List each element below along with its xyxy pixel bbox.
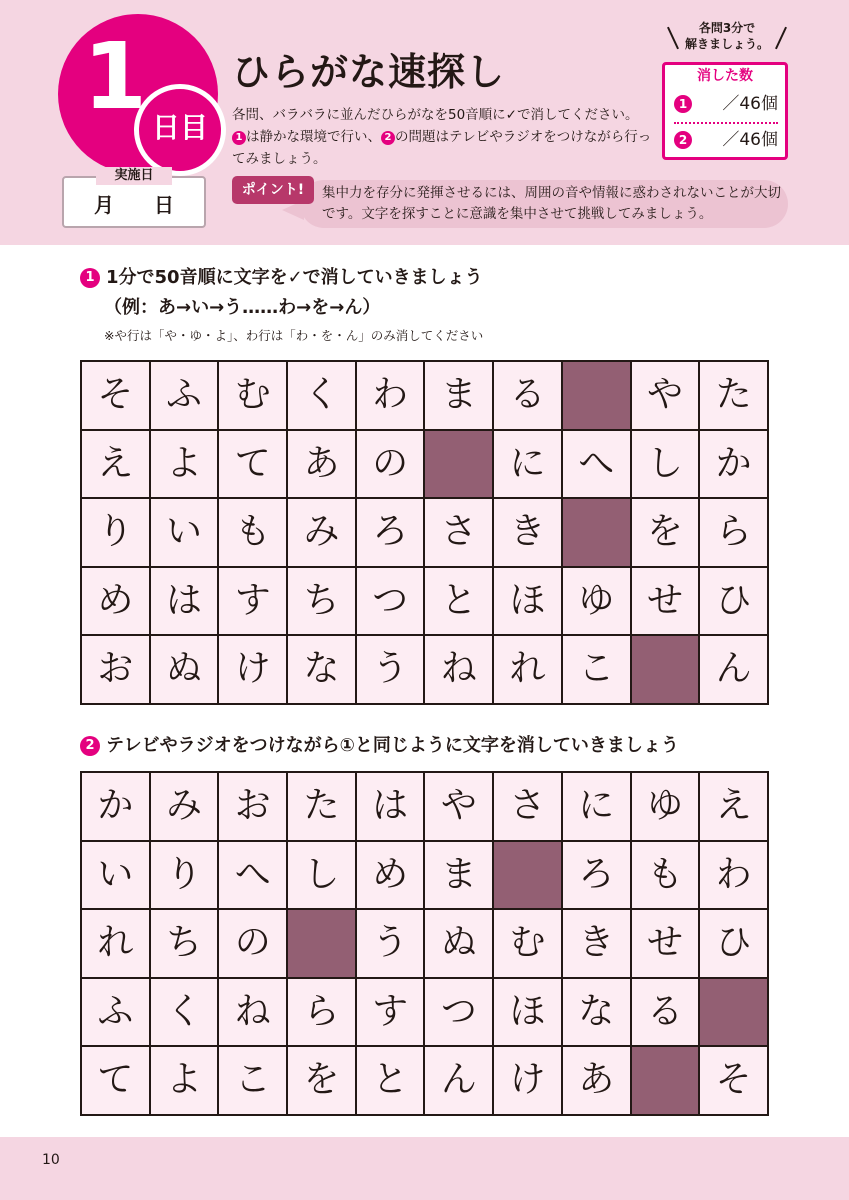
section-2-cell[interactable]: か xyxy=(82,773,151,842)
section-2-cell[interactable]: て xyxy=(82,1047,151,1116)
time-limit-note-line-1: 各問3分で xyxy=(698,21,756,35)
section-2-number: 2 xyxy=(80,736,100,756)
page-title: ひらがな速探し xyxy=(232,50,506,94)
section-2-grid xyxy=(80,771,769,1116)
section-1-cell[interactable]: か xyxy=(700,431,769,500)
section-2-cell[interactable]: も xyxy=(632,842,701,911)
section-1-cell[interactable]: む xyxy=(219,362,288,431)
section-1-cell[interactable]: ん xyxy=(700,636,769,705)
erased-count-row-1-score: ／46個 xyxy=(722,94,778,114)
section-2-cell[interactable]: さ xyxy=(494,773,563,842)
section-1-cell[interactable]: と xyxy=(425,568,494,637)
section-2-cell[interactable]: な xyxy=(563,979,632,1048)
section-2-cell[interactable]: ま xyxy=(425,842,494,911)
section-2-cell[interactable]: ひ xyxy=(700,910,769,979)
section-1-cell[interactable]: く xyxy=(288,362,357,431)
erased-count-row-1[interactable] xyxy=(674,90,778,120)
section-1-cell[interactable]: わ xyxy=(357,362,426,431)
section-1-cell[interactable]: す xyxy=(219,568,288,637)
point-tag: ポイント! xyxy=(232,176,314,204)
section-2-cell[interactable]: に xyxy=(563,773,632,842)
section-2-cell[interactable]: や xyxy=(425,773,494,842)
section-2-cell[interactable]: の xyxy=(219,910,288,979)
section-1-cell[interactable]: ほ xyxy=(494,568,563,637)
footer-band xyxy=(0,1137,849,1200)
day-number: 1 xyxy=(82,23,147,130)
section-2-cell[interactable]: る xyxy=(632,979,701,1048)
instructions-line-1: 各問、バラバラに並んだひらがなを50音順に✓で消してください。 xyxy=(232,107,639,123)
section-2-cell[interactable]: り xyxy=(151,842,220,911)
section-2-heading-text: テレビやラジオをつけながら①と同じように文字を消していきましょう xyxy=(106,735,679,756)
page-number: 10 xyxy=(42,1152,60,1168)
section-1-cell[interactable]: あ xyxy=(288,431,357,500)
section-1-cell[interactable]: よ xyxy=(151,431,220,500)
section-2-cell[interactable]: ふ xyxy=(82,979,151,1048)
question-1-marker: 1 xyxy=(232,131,246,145)
section-1-cell[interactable]: ち xyxy=(288,568,357,637)
section-2-heading xyxy=(80,732,679,760)
erased-count-title: 消した数 xyxy=(697,68,753,84)
section-2-cell[interactable]: け xyxy=(494,1047,563,1116)
erased-count-row-2-number: 2 xyxy=(674,131,692,149)
section-1-grid xyxy=(80,360,769,705)
section-1-cell[interactable]: や xyxy=(632,362,701,431)
time-limit-note xyxy=(672,20,782,52)
section-1-cell[interactable]: う xyxy=(357,636,426,705)
section-1-cell[interactable]: し xyxy=(632,431,701,500)
section-1-cell[interactable]: ろ xyxy=(357,499,426,568)
question-2-marker: 2 xyxy=(381,131,395,145)
erased-count-row-1-number: 1 xyxy=(674,95,692,113)
section-1-example: （例：あ→い→う……わ→を→ん） xyxy=(104,297,381,318)
section-2-blocked-cell xyxy=(288,910,357,979)
section-2-cell[interactable]: く xyxy=(151,979,220,1048)
section-1-cell[interactable]: ゆ xyxy=(563,568,632,637)
section-1-cell[interactable]: も xyxy=(219,499,288,568)
section-2-cell[interactable]: を xyxy=(288,1047,357,1116)
erased-count-divider xyxy=(674,122,778,124)
section-2-cell[interactable]: せ xyxy=(632,910,701,979)
section-2-cell[interactable]: ん xyxy=(425,1047,494,1116)
date-text: 月 日 xyxy=(94,193,174,217)
section-2-cell[interactable]: そ xyxy=(700,1047,769,1116)
instructions-line-2a: は静かな環境で行い、 xyxy=(246,129,381,145)
section-1-cell[interactable]: せ xyxy=(632,568,701,637)
section-2-blocked-cell xyxy=(632,1047,701,1116)
section-2-cell[interactable]: す xyxy=(357,979,426,1048)
instructions-line-2b: の問題はテレビやラジオをつけながら行ってみましょう。 xyxy=(232,129,652,167)
section-1-cell[interactable]: て xyxy=(219,431,288,500)
section-2-cell[interactable]: ね xyxy=(219,979,288,1048)
section-1-number: 1 xyxy=(80,268,100,288)
section-2-cell[interactable]: お xyxy=(219,773,288,842)
section-2-cell[interactable]: こ xyxy=(219,1047,288,1116)
section-1-cell[interactable]: さ xyxy=(425,499,494,568)
section-1-cell[interactable]: え xyxy=(82,431,151,500)
section-1-cell[interactable]: ぬ xyxy=(151,636,220,705)
section-2-cell[interactable]: あ xyxy=(563,1047,632,1116)
section-2-cell[interactable]: た xyxy=(288,773,357,842)
section-1-cell[interactable]: の xyxy=(357,431,426,500)
section-2-cell[interactable]: ろ xyxy=(563,842,632,911)
section-1-cell[interactable]: ふ xyxy=(151,362,220,431)
section-2-cell[interactable]: む xyxy=(494,910,563,979)
section-1-heading-line-1: 1分で50音順に文字を✓で消していきましょう xyxy=(106,267,483,288)
section-2-cell[interactable]: み xyxy=(151,773,220,842)
section-1-blocked-cell xyxy=(563,499,632,568)
section-2-blocked-cell xyxy=(700,979,769,1048)
section-2-cell[interactable]: ほ xyxy=(494,979,563,1048)
section-2-cell[interactable]: わ xyxy=(700,842,769,911)
section-1-cell[interactable]: ひ xyxy=(700,568,769,637)
section-1-cell[interactable]: ら xyxy=(700,499,769,568)
date-label: 実施日 xyxy=(96,167,172,185)
section-2-cell[interactable]: う xyxy=(357,910,426,979)
section-1-note: ※や行は「や・ゆ・よ」、わ行は「わ・を・ん」のみ消してください xyxy=(104,328,484,343)
section-1-cell[interactable]: こ xyxy=(563,636,632,705)
section-1-blocked-cell xyxy=(425,431,494,500)
section-1-cell[interactable]: に xyxy=(494,431,563,500)
instructions xyxy=(232,104,652,170)
section-2-cell[interactable]: は xyxy=(357,773,426,842)
section-2-cell[interactable]: ゆ xyxy=(632,773,701,842)
section-2-cell[interactable]: つ xyxy=(425,979,494,1048)
section-1-cell[interactable]: ね xyxy=(425,636,494,705)
section-1-cell[interactable]: を xyxy=(632,499,701,568)
erased-count-row-2-score: ／46個 xyxy=(722,130,778,150)
section-2-cell[interactable]: し xyxy=(288,842,357,911)
point-text: 集中力を存分に発揮させるには、周囲の音や情報に惑わされないことが大切です。文字を探すことに意識を集中させて挑戦してみましょう。 xyxy=(322,185,781,222)
section-1-cell[interactable]: め xyxy=(82,568,151,637)
section-2-cell[interactable]: へ xyxy=(219,842,288,911)
section-2-blocked-cell xyxy=(494,842,563,911)
section-2-cell[interactable]: ぬ xyxy=(425,910,494,979)
section-1-cell[interactable]: れ xyxy=(494,636,563,705)
section-1-cell[interactable]: た xyxy=(700,362,769,431)
section-1-cell[interactable]: る xyxy=(494,362,563,431)
section-1-cell[interactable]: ま xyxy=(425,362,494,431)
section-1-cell[interactable]: な xyxy=(288,636,357,705)
section-1-cell[interactable]: つ xyxy=(357,568,426,637)
section-1-cell[interactable]: そ xyxy=(82,362,151,431)
section-1-cell[interactable]: い xyxy=(151,499,220,568)
section-2-cell[interactable]: ち xyxy=(151,910,220,979)
section-1-cell[interactable]: け xyxy=(219,636,288,705)
section-2-cell[interactable]: め xyxy=(357,842,426,911)
section-1-cell[interactable]: へ xyxy=(563,431,632,500)
section-2-cell[interactable]: い xyxy=(82,842,151,911)
section-1-blocked-cell xyxy=(563,362,632,431)
section-1-cell[interactable]: み xyxy=(288,499,357,568)
day-unit: 日目 xyxy=(151,111,208,144)
section-1-cell[interactable]: お xyxy=(82,636,151,705)
section-2-cell[interactable]: と xyxy=(357,1047,426,1116)
section-1-heading xyxy=(80,264,483,292)
erased-count-row-2[interactable] xyxy=(674,126,778,156)
section-2-cell[interactable]: れ xyxy=(82,910,151,979)
section-1-cell[interactable]: り xyxy=(82,499,151,568)
section-2-cell[interactable]: き xyxy=(563,910,632,979)
section-2-cell[interactable]: え xyxy=(700,773,769,842)
time-limit-note-line-2: 解きましょう。 xyxy=(684,37,769,51)
section-2-cell[interactable]: よ xyxy=(151,1047,220,1116)
section-1-cell[interactable]: き xyxy=(494,499,563,568)
section-2-cell[interactable]: ら xyxy=(288,979,357,1048)
section-1-blocked-cell xyxy=(632,636,701,705)
section-1-cell[interactable]: は xyxy=(151,568,220,637)
